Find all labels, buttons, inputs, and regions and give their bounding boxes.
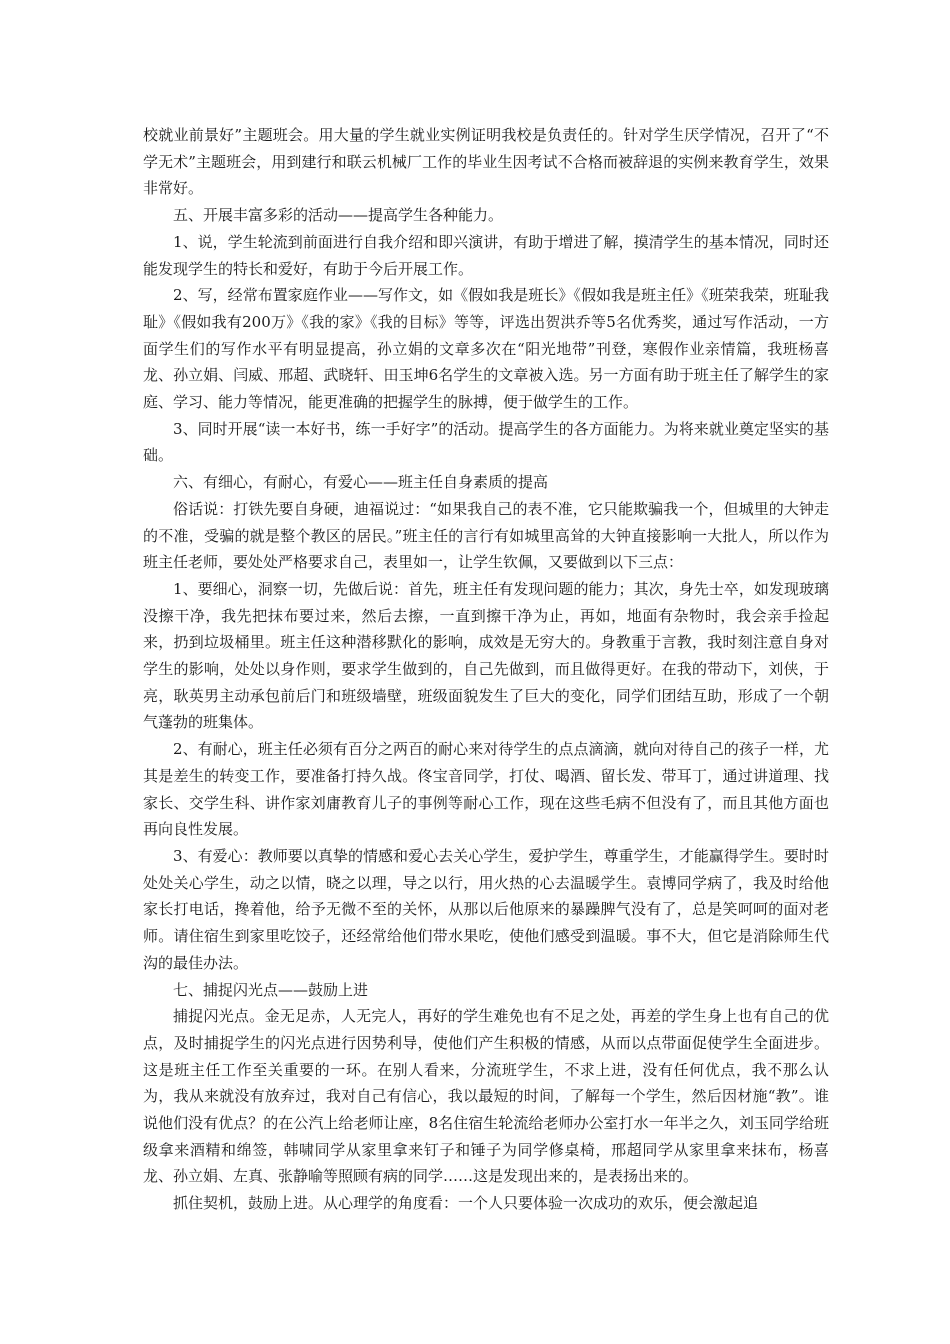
paragraph: 1、说，学生轮流到前面进行自我介绍和即兴演讲，有助于增进了解，摸清学生的基本情况，同时还能发现学生的特长和爱好，有助于今后开展工作。 [143, 232, 829, 278]
section-heading-5: 五、开展丰富多彩的活动——提高学生各种能力。 [173, 206, 504, 225]
section-heading-7: 七、捕捉闪光点——鼓励上进 [173, 980, 369, 999]
paragraph: 2、有耐心，班主任必须有百分之两百的耐心来对待学生的点点滴滴，就向对待自己的孩子一样，尤其是差生的转变工作，要准备打持久战。佟宝音同学，打仗、喝酒、留长发、带耳丁，通过讲道理、找家长、交学生科、讲作家刘庸教育儿子的事例等耐心工作，现在这些毛病不但没有了，而且其他方面也再向良性发展。 [143, 740, 829, 839]
section-heading-6: 六、有细心，有耐心，有爱心——班主任自身素质的提高 [173, 473, 549, 492]
paragraph: 3、有爱心：教师要以真挚的情感和爱心去关心学生，爱护学生，尊重学生，才能赢得学生。要时时处处关心学生，动之以情，晓之以理，导之以行，用火热的心去温暖学生。袁博同学病了，我及时给他家长打电话，搀着他，给予无微不至的关怀，从那以后他原来的暴躁脾气没有了，总是笑呵呵的面对老师。请住宿生到家里吃饺子，还经常给他们带水果吃，使他们感受到温暖。事不大，但它是消除师生代沟的最佳办法。 [143, 846, 829, 972]
paragraph: 1、要细心，洞察一切，先做后说：首先，班主任有发现问题的能力；其次，身先士卒，如发现玻璃没擦干净，我先把抹布要过来，然后去擦，一直到擦干净为止，再如，地面有杂物时，我会亲手捡起来，扔到垃圾桶里。班主任这种潜移默化的影响，成效是无穷大的。身教重于言教，我时刻注意自身对学生的影响，处处以身作则，要求学生做到的，自己先做到，而且做得更好。在我的带动下，刘侠，于亮，耿英男主动承包前后门和班级墙壁，班级面貌发生了巨大的变化，同学们团结互助，形成了一个朝气蓬勃的班集体。 [143, 579, 829, 732]
paragraph: 3、同时开展“读一本好书，练一手好字”的活动。提高学生的各方面能力。为将来就业奠定坚实的基础。 [143, 419, 829, 465]
paragraph: 校就业前景好”主题班会。用大量的学生就业实例证明我校是负责任的。针对学生厌学情况，召开了“不学无术”主题班会，用到建行和联云机械厂工作的毕业生因考试不合格而被辞退的实例来教育学生，效果非常好。 [143, 126, 829, 198]
document-body [143, 122, 829, 1217]
paragraph: 俗话说：打铁先要自身硬，迪福说过：“如果我自己的表不准，它只能欺骗我一个，但城里的大钟走的不准，受骗的就是整个教区的居民。”班主任的言行有如城里高耸的大钟直接影响一大批人，所以作为班主任老师，要处处严格要求自己，表里如一，让学生钦佩，又要做到以下三点： [143, 499, 829, 572]
paragraph: 抓住契机，鼓励上进。从心理学的角度看：一个人只要体验一次成功的欢乐，便会激起追 [173, 1194, 759, 1213]
paragraph: 2、写，经常布置家庭作业——写作文，如《假如我是班长》《假如我是班主任》《班荣我荣，班耻我耻》《假如我有200万》《我的家》《我的目标》等等，评选出贺洪乔等5名优秀奖，通过写作活动，一方面学生们的写作水平有明显提高，孙立娟的文章多次在“阳光地带”刊登，寒假作业亲情篇，我班杨喜龙、孙立娟、闫威、邢超、武晓轩、田玉坤6名学生的文章被入选。另一方面有助于班主任了解学生的家庭、学习、能力等情况，能更准确的把握学生的脉搏，便于做学生的工作。 [143, 286, 829, 412]
paragraph: 捕捉闪光点。金无足赤，人无完人，再好的学生难免也有不足之处，再差的学生身上也有自己的优点，及时捕捉学生的闪光点进行因势利导，使他们产生积极的情感，从而以点带面促使学生全面进步。这是班主任工作至关重要的一环。在别人看来，分流班学生，不求上进，没有任何优点，我不那么认为，我从来就没有放弃过，我对自己有信心，我以最短的时间，了解每一个学生，然后因材施“教”。谁说他们没有优点？的在公汽上给老师让座，8名住宿生轮流给老师办公室打水一年半之久，刘玉同学给班级拿来酒精和绵签，韩啸同学从家里拿来钉子和锤子为同学修桌椅，邢超同学从家里拿来抹布，杨喜龙、孙立娟、左真、张静喻等照顾有病的同学……这是发现出来的，是表扬出来的。 [143, 1007, 829, 1186]
